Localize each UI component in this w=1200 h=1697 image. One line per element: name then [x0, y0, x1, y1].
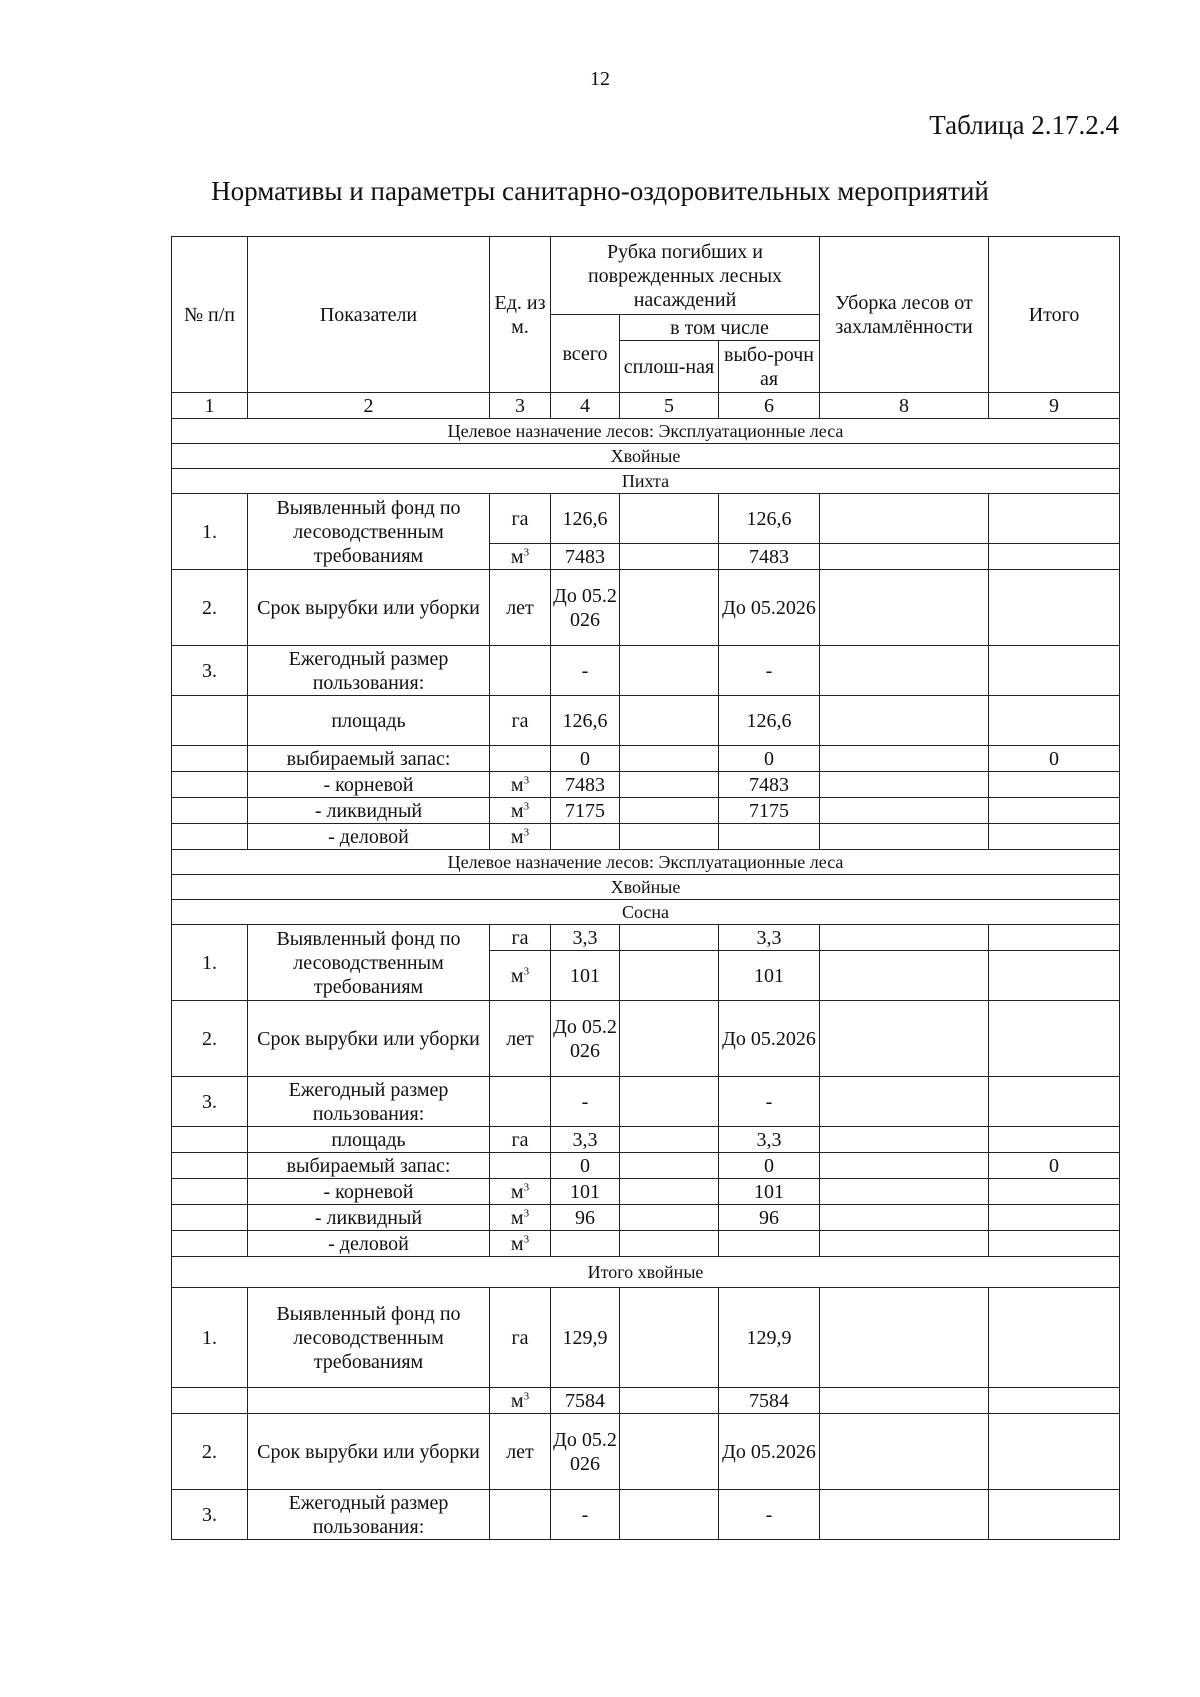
table-cell: - деловой: [248, 824, 490, 850]
table-cell: [620, 1001, 719, 1077]
table-cell: До 05.2026: [551, 1414, 620, 1490]
table-cell: [719, 824, 820, 850]
table-cell: 126,6: [551, 696, 620, 746]
table-cell: До 05.2026: [719, 570, 820, 646]
table-cell: [820, 772, 989, 798]
table-cell: [490, 1077, 551, 1127]
table-row: [172, 824, 1120, 850]
table-cell: $м^3$: [490, 824, 551, 850]
section-heading: Сосна: [172, 900, 1120, 925]
table-cell: [620, 824, 719, 850]
table-cell: [620, 772, 719, 798]
col-number: 1: [172, 393, 248, 419]
col-number: 9: [989, 393, 1120, 419]
section-heading: Хвойные: [172, 875, 1120, 900]
header-felling: Рубка погибших и поврежденных лесных насаждений: [551, 237, 820, 315]
table-cell: [989, 798, 1120, 824]
table-cell: 126,6: [551, 494, 620, 544]
section-heading: Целевое назначение лесов: Эксплуатационные леса: [172, 419, 1120, 444]
table-cell: Ежегодный размер пользования:: [248, 1077, 490, 1127]
page-number: 12: [590, 68, 610, 90]
table-cell: 0: [989, 1153, 1120, 1179]
header-total: всего: [551, 315, 620, 393]
table-cell: [172, 772, 248, 798]
table-cell: 7483: [719, 772, 820, 798]
table-cell: -: [719, 1490, 820, 1540]
table-cell: [989, 951, 1120, 1001]
table-cell: [989, 1205, 1120, 1231]
section-heading: Хвойные: [172, 444, 1120, 469]
table-cell: Выявленный фонд по лесоводственным требованиям: [248, 925, 490, 1001]
table-cell: [820, 1288, 989, 1388]
table-cell: [620, 1414, 719, 1490]
table-cell: [620, 1077, 719, 1127]
table-cell: 129,9: [551, 1288, 620, 1388]
section-heading-row: [172, 850, 1120, 875]
table-cell: [490, 1490, 551, 1540]
table-cell: 7483: [719, 544, 820, 570]
table-row: [172, 1077, 1120, 1127]
table-cell: [820, 570, 989, 646]
table-cell: - корневой: [248, 1179, 490, 1205]
table-cell: До 05.2026: [719, 1414, 820, 1490]
table-cell: га: [490, 1288, 551, 1388]
table-cell: [820, 646, 989, 696]
table-cell: [820, 1388, 989, 1414]
table-cell: [620, 798, 719, 824]
table-cell: [820, 1153, 989, 1179]
table-cell: [620, 1288, 719, 1388]
table-cell: До 05.2026: [551, 570, 620, 646]
table-cell: 3,3: [719, 925, 820, 951]
header-cleanup: Уборка лесов от захламлённости: [820, 237, 989, 393]
table-cell: До 05.2026: [551, 1001, 620, 1077]
table-cell: [551, 824, 620, 850]
col-number: 5: [620, 393, 719, 419]
table-cell: га: [490, 925, 551, 951]
table-cell: 7175: [719, 798, 820, 824]
table-cell: [989, 925, 1120, 951]
table-cell: 96: [551, 1205, 620, 1231]
table-cell: - деловой: [248, 1231, 490, 1257]
table-row: [172, 1205, 1120, 1231]
table-cell: [172, 1127, 248, 1153]
table-cell: [989, 1414, 1120, 1490]
table-cell: [989, 494, 1120, 544]
table-cell: - ликвидный: [248, 798, 490, 824]
table-cell: [620, 646, 719, 696]
table-cell: [989, 1231, 1120, 1257]
document-title: Нормативы и параметры санитарно-оздоровительных мероприятий: [211, 176, 989, 206]
table-cell: [620, 746, 719, 772]
table-cell: -: [719, 1077, 820, 1127]
table-cell: га: [490, 494, 551, 544]
table-cell: [820, 1077, 989, 1127]
column-number-row: [172, 393, 1120, 419]
col-number: 4: [551, 393, 620, 419]
table-cell: 3,3: [551, 925, 620, 951]
table-cell: Срок вырубки или уборки: [248, 570, 490, 646]
table-cell: [620, 1231, 719, 1257]
table-cell: 7584: [551, 1388, 620, 1414]
table-cell: Выявленный фонд по лесоводственным требованиям: [248, 1288, 490, 1388]
table-cell: -: [551, 1490, 620, 1540]
table-cell: га: [490, 1127, 551, 1153]
section-heading-row: [172, 444, 1120, 469]
table-cell: [620, 925, 719, 951]
table-cell: - корневой: [248, 772, 490, 798]
table-cell: [490, 746, 551, 772]
table-cell: Срок вырубки или уборки: [248, 1414, 490, 1490]
table-cell: [172, 1153, 248, 1179]
table-cell: [989, 1127, 1120, 1153]
table-cell: [620, 1490, 719, 1540]
table-cell: 129,9: [719, 1288, 820, 1388]
table-cell: 126,6: [719, 494, 820, 544]
table-cell: [989, 824, 1120, 850]
table-row: [172, 1153, 1120, 1179]
col-number: 6: [719, 393, 820, 419]
table-cell: [989, 1388, 1120, 1414]
table-cell: [820, 1179, 989, 1205]
table-cell: [172, 1231, 248, 1257]
table-cell: [719, 1231, 820, 1257]
table-cell: 0: [719, 746, 820, 772]
table-cell: Выявленный фонд по лесоводственным требованиям: [248, 494, 490, 570]
table-row: [172, 1001, 1120, 1077]
table-cell: [820, 1127, 989, 1153]
table-cell: [989, 1288, 1120, 1388]
table-cell: [620, 544, 719, 570]
table-cell: 3.: [172, 646, 248, 696]
table-row: [172, 1490, 1120, 1540]
table-cell: 1.: [172, 1288, 248, 1388]
section-heading-row: [172, 419, 1120, 444]
table-cell: $м^3$: [490, 951, 551, 1001]
table-cell: $м^3$: [490, 544, 551, 570]
table-cell: 1.: [172, 925, 248, 1001]
header-itogo: Итого: [989, 237, 1120, 393]
table-cell: [248, 1388, 490, 1414]
table-cell: 3.: [172, 1490, 248, 1540]
table-cell: га: [490, 696, 551, 746]
table-cell: [620, 1205, 719, 1231]
table-cell: 96: [719, 1205, 820, 1231]
table-cell: [989, 570, 1120, 646]
table-cell: [172, 798, 248, 824]
section-heading-row: [172, 1257, 1120, 1288]
table-row: [172, 646, 1120, 696]
section-heading: Целевое назначение лесов: Эксплуатационные леса: [172, 850, 1120, 875]
table-cell: 0: [719, 1153, 820, 1179]
table-cell: 101: [719, 951, 820, 1001]
table-cell: 2.: [172, 570, 248, 646]
table-cell: [172, 696, 248, 746]
table-cell: 0: [551, 1153, 620, 1179]
table-cell: лет: [490, 1414, 551, 1490]
table-row: [172, 772, 1120, 798]
table-cell: [620, 1153, 719, 1179]
table-cell: 3.: [172, 1077, 248, 1127]
table-cell: площадь: [248, 1127, 490, 1153]
table-cell: [620, 1127, 719, 1153]
table-row: [172, 925, 1120, 951]
table-cell: [620, 951, 719, 1001]
table-cell: - ликвидный: [248, 1205, 490, 1231]
table-row: [172, 798, 1120, 824]
table-row: [172, 746, 1120, 772]
table-cell: 0: [989, 746, 1120, 772]
col-number: 8: [820, 393, 989, 419]
table-cell: [820, 925, 989, 951]
table-cell: $м^3$: [490, 1205, 551, 1231]
table-cell: 3,3: [719, 1127, 820, 1153]
table-cell: [820, 746, 989, 772]
table-cell: 2.: [172, 1414, 248, 1490]
header-including: в том числе: [620, 315, 820, 341]
table-cell: Ежегодный размер пользования:: [248, 646, 490, 696]
table-row: [172, 1388, 1120, 1414]
table-row: [172, 1231, 1120, 1257]
header-selective: выбо-рочная: [719, 341, 820, 393]
table-cell: [172, 1205, 248, 1231]
header-unit: Ед. изм.: [490, 237, 551, 393]
section-heading-row: [172, 875, 1120, 900]
table-cell: [490, 646, 551, 696]
section-heading: Пихта: [172, 469, 1120, 494]
table-cell: [620, 1179, 719, 1205]
table-cell: [989, 1077, 1120, 1127]
table-cell: [172, 1179, 248, 1205]
table-row: [172, 494, 1120, 544]
table-cell: [820, 824, 989, 850]
table-cell: [989, 544, 1120, 570]
table-row: [172, 696, 1120, 746]
table-cell: $м^3$: [490, 1231, 551, 1257]
table-cell: [551, 1231, 620, 1257]
table-cell: -: [719, 646, 820, 696]
table-cell: Ежегодный размер пользования:: [248, 1490, 490, 1540]
table-cell: 101: [551, 1179, 620, 1205]
table-cell: [820, 1205, 989, 1231]
table-cell: [620, 570, 719, 646]
table-cell: 101: [551, 951, 620, 1001]
table-cell: $м^3$: [490, 772, 551, 798]
table-row: [172, 1127, 1120, 1153]
table-row: [172, 1288, 1120, 1388]
section-heading-row: [172, 900, 1120, 925]
table-cell: выбираемый запас:: [248, 1153, 490, 1179]
table-cell: [820, 1490, 989, 1540]
table-cell: [820, 1414, 989, 1490]
header-num: № п/п: [172, 237, 248, 393]
table-cell: [820, 951, 989, 1001]
table-cell: [989, 772, 1120, 798]
norms-table: [171, 236, 1120, 1540]
table-cell: 3,3: [551, 1127, 620, 1153]
table-cell: лет: [490, 1001, 551, 1077]
table-cell: 101: [719, 1179, 820, 1205]
table-cell: [989, 1001, 1120, 1077]
table-cell: лет: [490, 570, 551, 646]
table-cell: Срок вырубки или уборки: [248, 1001, 490, 1077]
table-cell: [172, 746, 248, 772]
table-cell: [172, 824, 248, 850]
table-row: [172, 1179, 1120, 1205]
section-heading: Итого хвойные: [172, 1257, 1120, 1288]
table-cell: 7483: [551, 772, 620, 798]
table-cell: [989, 1179, 1120, 1205]
table-cell: [172, 1388, 248, 1414]
col-number: 3: [490, 393, 551, 419]
table-cell: [820, 1001, 989, 1077]
table-cell: [820, 696, 989, 746]
table-cell: [490, 1153, 551, 1179]
table-row: [172, 570, 1120, 646]
table-cell: [620, 494, 719, 544]
table-cell: -: [551, 646, 620, 696]
table-cell: [820, 1231, 989, 1257]
header-clear: сплош-ная: [620, 341, 719, 393]
table-cell: -: [551, 1077, 620, 1127]
table-cell: 7483: [551, 544, 620, 570]
table-cell: [620, 696, 719, 746]
table-label: Таблица 2.17.2.4: [929, 110, 1119, 140]
table-cell: [989, 696, 1120, 746]
table-cell: [989, 646, 1120, 696]
table-cell: [820, 494, 989, 544]
table-cell: 1.: [172, 494, 248, 570]
header-indicators: Показатели: [248, 237, 490, 393]
table-cell: 0: [551, 746, 620, 772]
table-row: [172, 1414, 1120, 1490]
table-cell: 126,6: [719, 696, 820, 746]
table-cell: выбираемый запас:: [248, 746, 490, 772]
table-cell: 7584: [719, 1388, 820, 1414]
table-cell: площадь: [248, 696, 490, 746]
table-cell: $м^3$: [490, 1179, 551, 1205]
table-cell: $м^3$: [490, 798, 551, 824]
table-cell: 2.: [172, 1001, 248, 1077]
col-number: 2: [248, 393, 490, 419]
table-cell: [820, 544, 989, 570]
table-cell: $м^3$: [490, 1388, 551, 1414]
table-cell: [820, 798, 989, 824]
table-cell: 7175: [551, 798, 620, 824]
table-cell: [989, 1490, 1120, 1540]
table-cell: До 05.2026: [719, 1001, 820, 1077]
section-heading-row: [172, 469, 1120, 494]
table-cell: [620, 1388, 719, 1414]
